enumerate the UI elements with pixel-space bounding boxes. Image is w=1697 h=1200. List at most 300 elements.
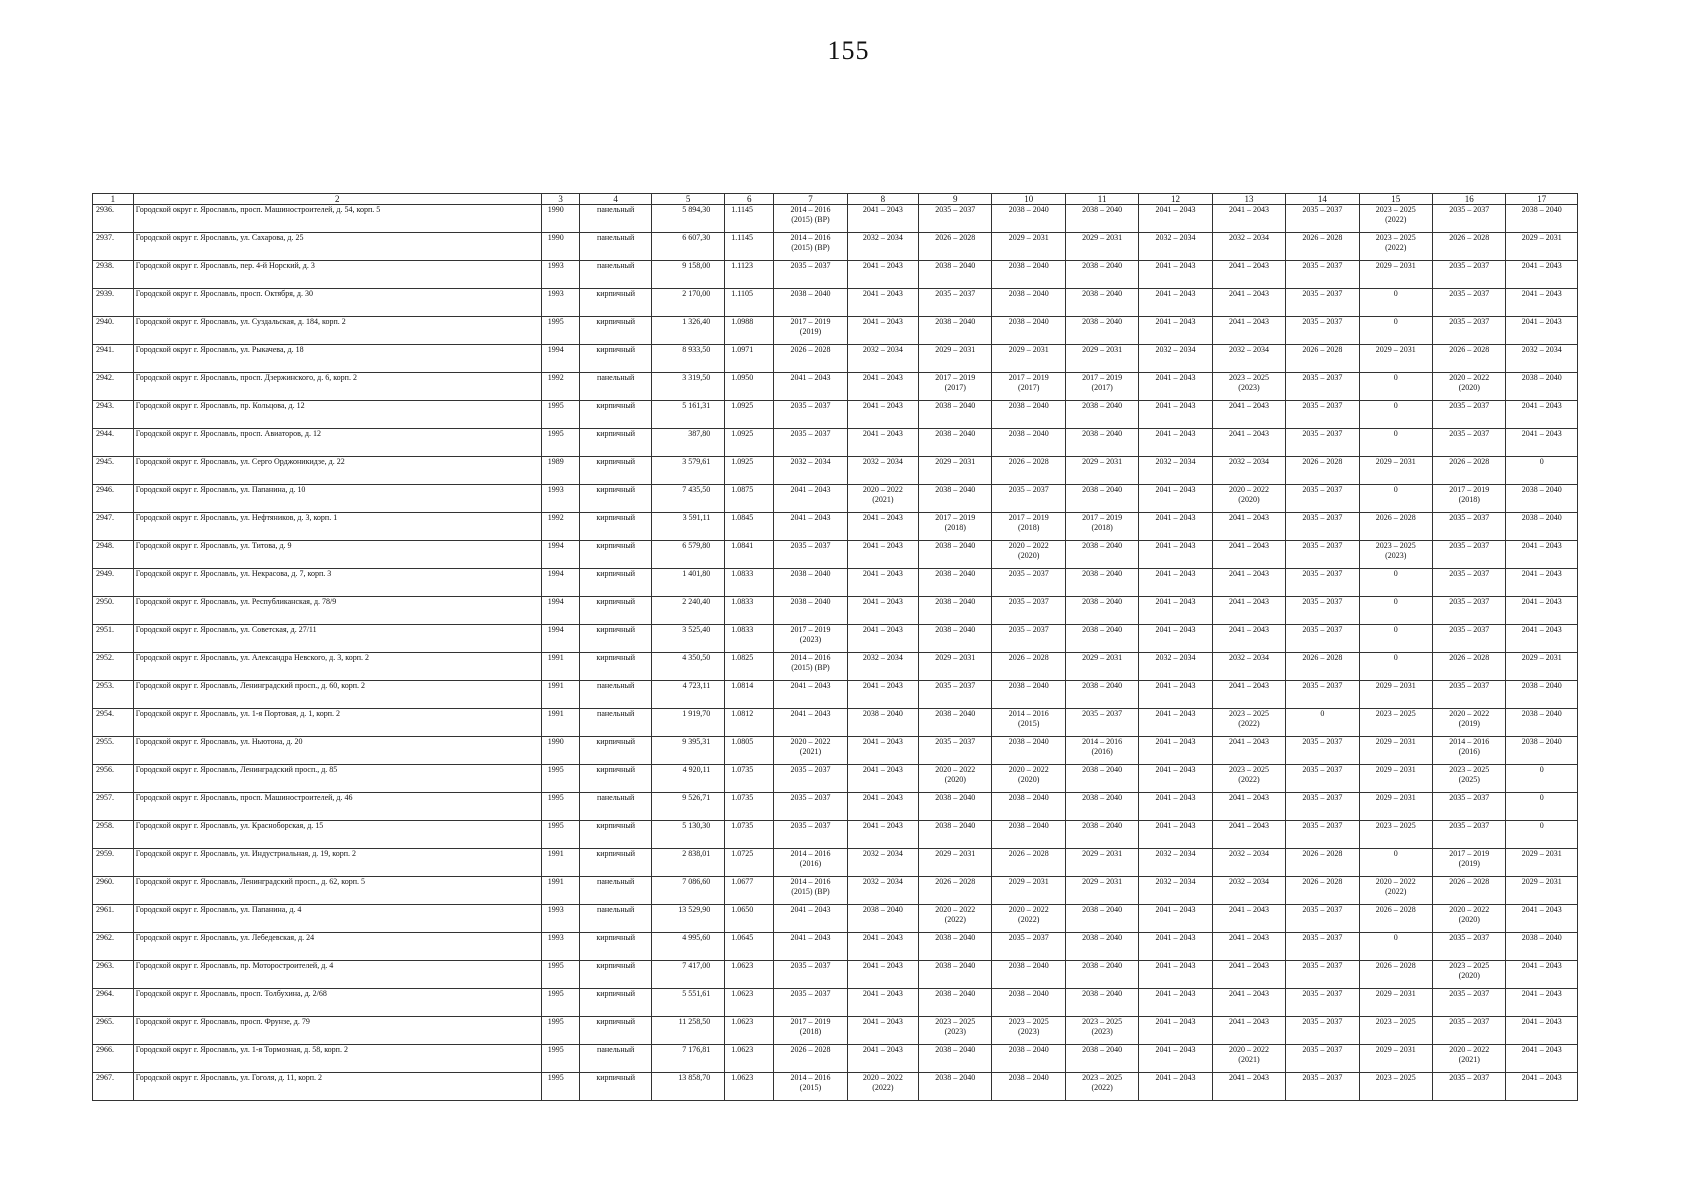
table-cell: 2041 – 2043 — [1506, 625, 1578, 653]
table-cell: 2038 – 2040 — [1506, 709, 1578, 737]
table-cell: 2041 – 2043 — [847, 597, 918, 625]
table-cell: 5 161,31 — [651, 401, 724, 429]
table-cell: 2945. — [93, 457, 134, 485]
table-cell: 2041 – 2043 — [1139, 401, 1212, 429]
table-cell: Городской округ г. Ярославль, ул. Суздальская, д. 184, корп. 2 — [133, 317, 541, 345]
table-cell: 4 995,60 — [651, 933, 724, 961]
table-cell: 1995 — [541, 821, 580, 849]
table-row — [93, 793, 1578, 821]
table-row — [93, 1017, 1578, 1045]
table-cell: 2035 – 2037 — [1433, 569, 1506, 597]
table-cell: 2038 – 2040 — [919, 709, 992, 737]
table-cell: 2041 – 2043 — [847, 737, 918, 765]
table-cell: 2038 – 2040 — [1506, 485, 1578, 513]
table-cell: Городской округ г. Ярославль, Ленинградский просп., д. 60, корп. 2 — [133, 681, 541, 709]
table-cell: 2041 – 2043 — [1506, 569, 1578, 597]
table-cell: 2017 – 2019 (2017) — [919, 373, 992, 401]
table-cell: 2026 – 2028 — [919, 233, 992, 261]
table-cell: 2038 – 2040 — [992, 681, 1065, 709]
table-cell: 3 525,40 — [651, 625, 724, 653]
table-cell: 2035 – 2037 — [1433, 597, 1506, 625]
table-cell: 2038 – 2040 — [919, 1073, 992, 1101]
table-cell: 2026 – 2028 — [992, 653, 1065, 681]
table-cell: 1995 — [541, 961, 580, 989]
table-cell: 2035 – 2037 — [1286, 401, 1359, 429]
table-cell: 2038 – 2040 — [1065, 821, 1138, 849]
table-cell: 2041 – 2043 — [1139, 1073, 1212, 1101]
table-cell: 2026 – 2028 — [774, 1045, 847, 1073]
table-cell: 2032 – 2034 — [1506, 345, 1578, 373]
column-header: 1 — [93, 194, 134, 205]
table-cell: 2026 – 2028 — [1286, 233, 1359, 261]
table-cell: 2035 – 2037 — [1286, 429, 1359, 457]
table-cell: 1.0925 — [725, 457, 774, 485]
table-cell: 1.1145 — [725, 233, 774, 261]
table-cell: 9 395,31 — [651, 737, 724, 765]
table-cell: 2943. — [93, 401, 134, 429]
table-cell: Городской округ г. Ярославль, пр. Моторостроителей, д. 4 — [133, 961, 541, 989]
table-cell: 2041 – 2043 — [847, 317, 918, 345]
table-row — [93, 345, 1578, 373]
table-cell: 2026 – 2028 — [1286, 877, 1359, 905]
table-cell: 0 — [1359, 401, 1432, 429]
table-cell: панельный — [580, 1045, 651, 1073]
table-cell: 2041 – 2043 — [1139, 569, 1212, 597]
table-cell: 5 551,61 — [651, 989, 724, 1017]
table-cell: 5 894,30 — [651, 205, 724, 233]
table-cell: 2035 – 2037 — [1433, 989, 1506, 1017]
column-header: 16 — [1433, 194, 1506, 205]
table-cell: 2041 – 2043 — [847, 765, 918, 793]
table-cell: 2041 – 2043 — [1139, 513, 1212, 541]
table-row — [93, 709, 1578, 737]
column-header: 14 — [1286, 194, 1359, 205]
table-cell: 1.1105 — [725, 289, 774, 317]
table-cell: 2041 – 2043 — [847, 261, 918, 289]
table-cell: Городской округ г. Ярославль, ул. Папанина, д. 10 — [133, 485, 541, 513]
table-cell: 2035 – 2037 — [1286, 1017, 1359, 1045]
table-cell: 2017 – 2019 (2023) — [774, 625, 847, 653]
table-cell: 2038 – 2040 — [992, 989, 1065, 1017]
table-cell: 1.1123 — [725, 261, 774, 289]
table-cell: 2038 – 2040 — [847, 709, 918, 737]
table-cell: 5 130,30 — [651, 821, 724, 849]
table-cell: 2029 – 2031 — [919, 345, 992, 373]
table-cell: 0 — [1359, 849, 1432, 877]
table-cell: 1.0841 — [725, 541, 774, 569]
table-row — [93, 205, 1578, 233]
table-cell: 2 838,01 — [651, 849, 724, 877]
table-cell: 1993 — [541, 289, 580, 317]
table-cell: 2032 – 2034 — [1212, 849, 1285, 877]
table-cell: 2041 – 2043 — [1139, 821, 1212, 849]
column-header: 12 — [1139, 194, 1212, 205]
table-cell: 2035 – 2037 — [1065, 709, 1138, 737]
table-cell: 2029 – 2031 — [1065, 457, 1138, 485]
table-cell: 1.0812 — [725, 709, 774, 737]
table-cell: 2041 – 2043 — [1506, 1017, 1578, 1045]
table-cell: 2041 – 2043 — [1506, 261, 1578, 289]
table-cell: панельный — [580, 793, 651, 821]
table-cell: 387,80 — [651, 429, 724, 457]
table-cell: 2032 – 2034 — [1212, 457, 1285, 485]
table-cell: 2038 – 2040 — [1065, 485, 1138, 513]
table-cell: 2038 – 2040 — [992, 793, 1065, 821]
table-cell: 2035 – 2037 — [1433, 681, 1506, 709]
table-cell: 2041 – 2043 — [847, 373, 918, 401]
table-cell: 2964. — [93, 989, 134, 1017]
table-cell: 2041 – 2043 — [1212, 961, 1285, 989]
table-row — [93, 401, 1578, 429]
table-cell: 2041 – 2043 — [1139, 289, 1212, 317]
table-cell: 2041 – 2043 — [1212, 821, 1285, 849]
table-cell: 1.1145 — [725, 205, 774, 233]
table-cell: 2038 – 2040 — [1065, 793, 1138, 821]
table-cell: 2041 – 2043 — [847, 625, 918, 653]
table-cell: 7 417,00 — [651, 961, 724, 989]
table-cell: 2038 – 2040 — [1065, 625, 1138, 653]
table-cell: 2953. — [93, 681, 134, 709]
housing-table-container — [92, 193, 1578, 1101]
table-cell: 1 326,40 — [651, 317, 724, 345]
table-cell: 2023 – 2025 (2022) — [1359, 233, 1432, 261]
table-cell: 2020 – 2022 (2021) — [1433, 1045, 1506, 1073]
table-cell: 2041 – 2043 — [1139, 485, 1212, 513]
table-cell: Городской округ г. Ярославль, ул. Гоголя, д. 11, корп. 2 — [133, 1073, 541, 1101]
table-cell: 2026 – 2028 — [1286, 653, 1359, 681]
table-cell: кирпичный — [580, 513, 651, 541]
table-cell: 2967. — [93, 1073, 134, 1101]
table-cell: 2955. — [93, 737, 134, 765]
table-cell: 2029 – 2031 — [1359, 457, 1432, 485]
table-cell: 2029 – 2031 — [1065, 849, 1138, 877]
table-cell: 2035 – 2037 — [1433, 933, 1506, 961]
table-cell: 0 — [1506, 457, 1578, 485]
table-cell: 9 158,00 — [651, 261, 724, 289]
table-cell: Городской округ г. Ярославль, просп. Дзержинского, д. 6, корп. 2 — [133, 373, 541, 401]
table-cell: 0 — [1359, 289, 1432, 317]
table-cell: 2020 – 2022 (2019) — [1433, 709, 1506, 737]
table-cell: 1.0650 — [725, 905, 774, 933]
table-cell: 2026 – 2028 — [774, 345, 847, 373]
table-cell: 1990 — [541, 737, 580, 765]
table-cell: 1 401,80 — [651, 569, 724, 597]
table-cell: 3 591,11 — [651, 513, 724, 541]
table-cell: 2029 – 2031 — [1506, 233, 1578, 261]
table-cell: 1993 — [541, 933, 580, 961]
table-cell: 2038 – 2040 — [992, 1073, 1065, 1101]
table-cell: 2038 – 2040 — [992, 317, 1065, 345]
table-cell: 1995 — [541, 1045, 580, 1073]
table-cell: кирпичный — [580, 401, 651, 429]
table-cell: 2041 – 2043 — [1212, 541, 1285, 569]
table-cell: 0 — [1359, 317, 1432, 345]
table-cell: панельный — [580, 905, 651, 933]
table-cell: кирпичный — [580, 289, 651, 317]
table-cell: 2041 – 2043 — [774, 905, 847, 933]
table-cell: 1995 — [541, 1073, 580, 1101]
table-cell: 3 579,61 — [651, 457, 724, 485]
table-cell: 2023 – 2025 (2023) — [992, 1017, 1065, 1045]
table-cell: 2966. — [93, 1045, 134, 1073]
header-row — [93, 194, 1578, 205]
table-cell: 1.0950 — [725, 373, 774, 401]
table-row — [93, 597, 1578, 625]
table-cell: 2023 – 2025 (2023) — [1212, 373, 1285, 401]
table-cell: 2035 – 2037 — [1286, 205, 1359, 233]
table-cell: 2035 – 2037 — [1286, 905, 1359, 933]
table-cell: 2041 – 2043 — [1212, 429, 1285, 457]
table-cell: 2952. — [93, 653, 134, 681]
table-cell: 2023 – 2025 (2025) — [1433, 765, 1506, 793]
table-cell: 2029 – 2031 — [1359, 681, 1432, 709]
table-cell: 2035 – 2037 — [774, 765, 847, 793]
table-cell: 2026 – 2028 — [992, 457, 1065, 485]
table-cell: 2041 – 2043 — [1139, 205, 1212, 233]
table-cell: 2041 – 2043 — [1212, 1073, 1285, 1101]
table-cell: 2949. — [93, 569, 134, 597]
table-cell: 0 — [1286, 709, 1359, 737]
table-cell: кирпичный — [580, 345, 651, 373]
table-cell: 2017 – 2019 (2018) — [992, 513, 1065, 541]
table-cell: Городской округ г. Ярославль, просп. Машиностроителей, д. 46 — [133, 793, 541, 821]
table-cell: Городской округ г. Ярославль, Ленинградский просп., д. 85 — [133, 765, 541, 793]
table-cell: 2041 – 2043 — [847, 961, 918, 989]
table-cell: 2 170,00 — [651, 289, 724, 317]
table-cell: 2038 – 2040 — [992, 737, 1065, 765]
table-cell: 1.0645 — [725, 933, 774, 961]
table-cell: кирпичный — [580, 1073, 651, 1101]
table-cell: 2032 – 2034 — [1139, 345, 1212, 373]
table-cell: 2032 – 2034 — [1139, 653, 1212, 681]
table-cell: Городской округ г. Ярославль, ул. Нефтяников, д. 3, корп. 1 — [133, 513, 541, 541]
table-row — [93, 737, 1578, 765]
table-row — [93, 933, 1578, 961]
table-cell: 2038 – 2040 — [1065, 205, 1138, 233]
column-header: 4 — [580, 194, 651, 205]
table-cell: Городской округ г. Ярославль, ул. Сахарова, д. 25 — [133, 233, 541, 261]
table-cell: 2026 – 2028 — [1359, 513, 1432, 541]
table-cell: Городской округ г. Ярославль, ул. 1-я Тормозная, д. 58, корп. 2 — [133, 1045, 541, 1073]
table-cell: 2020 – 2022 (2021) — [774, 737, 847, 765]
table-cell: 1.0735 — [725, 821, 774, 849]
table-cell: 2035 – 2037 — [1433, 317, 1506, 345]
table-cell: 2014 – 2016 (2016) — [774, 849, 847, 877]
table-cell: 2038 – 2040 — [992, 205, 1065, 233]
table-cell: 1991 — [541, 877, 580, 905]
table-cell: Городской округ г. Ярославль, ул. Советская, д. 27/11 — [133, 625, 541, 653]
column-header: 13 — [1212, 194, 1285, 205]
table-cell: 1 919,70 — [651, 709, 724, 737]
table-row — [93, 373, 1578, 401]
table-cell: 1995 — [541, 989, 580, 1017]
table-cell: 2041 – 2043 — [774, 681, 847, 709]
table-cell: 2959. — [93, 849, 134, 877]
table-cell: 2038 – 2040 — [1065, 429, 1138, 457]
table-cell: 2020 – 2022 (2022) — [1359, 877, 1432, 905]
table-cell: 2014 – 2016 (2015) (ВР) — [774, 233, 847, 261]
table-cell: 2035 – 2037 — [1286, 541, 1359, 569]
table-cell: 2035 – 2037 — [919, 205, 992, 233]
table-row — [93, 289, 1578, 317]
table-cell: 2041 – 2043 — [847, 1017, 918, 1045]
table-cell: 1995 — [541, 429, 580, 457]
table-cell: 2958. — [93, 821, 134, 849]
table-cell: 2026 – 2028 — [1433, 457, 1506, 485]
table-cell: 9 526,71 — [651, 793, 724, 821]
table-cell: 1994 — [541, 597, 580, 625]
table-cell: 2032 – 2034 — [847, 849, 918, 877]
table-cell: 2038 – 2040 — [1506, 373, 1578, 401]
table-cell: кирпичный — [580, 541, 651, 569]
table-cell: 2029 – 2031 — [1065, 345, 1138, 373]
table-cell: 3 319,50 — [651, 373, 724, 401]
table-cell: 2014 – 2016 (2016) — [1065, 737, 1138, 765]
table-cell: 2963. — [93, 961, 134, 989]
table-cell: 2014 – 2016 (2015) — [992, 709, 1065, 737]
table-cell: 2023 – 2025 — [1359, 821, 1432, 849]
table-cell: кирпичный — [580, 653, 651, 681]
column-header: 11 — [1065, 194, 1138, 205]
table-cell: 2041 – 2043 — [1139, 681, 1212, 709]
table-cell: 2017 – 2019 (2017) — [992, 373, 1065, 401]
table-cell: 2026 – 2028 — [1433, 653, 1506, 681]
table-cell: 4 723,11 — [651, 681, 724, 709]
table-cell: 2038 – 2040 — [992, 821, 1065, 849]
table-cell: Городской округ г. Ярославль, пер. 4-й Норский, д. 3 — [133, 261, 541, 289]
table-cell: 2038 – 2040 — [919, 485, 992, 513]
table-cell: 2038 – 2040 — [919, 793, 992, 821]
table-cell: 1.0725 — [725, 849, 774, 877]
table-cell: 2038 – 2040 — [1065, 569, 1138, 597]
table-cell: 1991 — [541, 653, 580, 681]
table-cell: 2041 – 2043 — [847, 429, 918, 457]
table-cell: 2 240,40 — [651, 597, 724, 625]
table-cell: 2035 – 2037 — [1286, 317, 1359, 345]
table-cell: 2948. — [93, 541, 134, 569]
table-cell: 2035 – 2037 — [1433, 1017, 1506, 1045]
table-cell: 2962. — [93, 933, 134, 961]
table-cell: 2035 – 2037 — [1433, 205, 1506, 233]
table-cell: 1.0833 — [725, 597, 774, 625]
table-row — [93, 625, 1578, 653]
table-cell: 2035 – 2037 — [1286, 681, 1359, 709]
table-cell: 1994 — [541, 541, 580, 569]
table-cell: 2035 – 2037 — [774, 793, 847, 821]
table-cell: 2023 – 2025 — [1359, 1017, 1432, 1045]
table-cell: 1989 — [541, 457, 580, 485]
table-cell: 1.0623 — [725, 989, 774, 1017]
table-cell: 2023 – 2025 (2022) — [1212, 765, 1285, 793]
table-cell: 2014 – 2016 (2015) — [774, 1073, 847, 1101]
table-cell: 2020 – 2022 (2020) — [919, 765, 992, 793]
table-cell: 2017 – 2019 (2019) — [1433, 849, 1506, 877]
table-cell: Городской округ г. Ярославль, ул. Индустриальная, д. 19, корп. 2 — [133, 849, 541, 877]
table-cell: 2041 – 2043 — [1506, 961, 1578, 989]
table-cell: 2942. — [93, 373, 134, 401]
table-cell: 2940. — [93, 317, 134, 345]
table-cell: 2950. — [93, 597, 134, 625]
table-cell: 2041 – 2043 — [774, 513, 847, 541]
table-row — [93, 961, 1578, 989]
table-cell: 2035 – 2037 — [1286, 261, 1359, 289]
table-cell: 2041 – 2043 — [1212, 597, 1285, 625]
table-cell: Городской округ г. Ярославль, ул. Серго Орджоникидзе, д. 22 — [133, 457, 541, 485]
table-cell: 0 — [1506, 765, 1578, 793]
table-row — [93, 821, 1578, 849]
table-cell: 2041 – 2043 — [1212, 933, 1285, 961]
table-cell: 2029 – 2031 — [919, 457, 992, 485]
table-cell: 1991 — [541, 681, 580, 709]
table-cell: Городской округ г. Ярославль, ул. Папанина, д. 4 — [133, 905, 541, 933]
table-cell: 2023 – 2025 — [1359, 1073, 1432, 1101]
table-cell: 2038 – 2040 — [1065, 289, 1138, 317]
table-cell: 13 858,70 — [651, 1073, 724, 1101]
table-row — [93, 1045, 1578, 1073]
table-cell: 0 — [1506, 821, 1578, 849]
table-cell: 1.0988 — [725, 317, 774, 345]
table-cell: 1995 — [541, 765, 580, 793]
table-cell: 2026 – 2028 — [1359, 961, 1432, 989]
table-cell: 2035 – 2037 — [1286, 625, 1359, 653]
table-cell: 2035 – 2037 — [992, 485, 1065, 513]
table-cell: 2041 – 2043 — [1139, 793, 1212, 821]
table-cell: 2023 – 2025 (2022) — [1065, 1073, 1138, 1101]
table-cell: 1995 — [541, 401, 580, 429]
table-cell: Городской округ г. Ярославль, Ленинградский просп., д. 62, корп. 5 — [133, 877, 541, 905]
table-cell: 2035 – 2037 — [774, 429, 847, 457]
table-cell: 2032 – 2034 — [847, 457, 918, 485]
table-cell: 2029 – 2031 — [1506, 653, 1578, 681]
table-cell: 2038 – 2040 — [1506, 681, 1578, 709]
table-cell: 2035 – 2037 — [774, 261, 847, 289]
table-cell: 2038 – 2040 — [774, 569, 847, 597]
table-cell: 2038 – 2040 — [1065, 401, 1138, 429]
table-cell: 2029 – 2031 — [1359, 345, 1432, 373]
table-cell: 2038 – 2040 — [847, 905, 918, 933]
table-cell: 2946. — [93, 485, 134, 513]
table-cell: 2041 – 2043 — [1139, 1045, 1212, 1073]
table-cell: 2038 – 2040 — [774, 289, 847, 317]
table-cell: 1.0677 — [725, 877, 774, 905]
table-cell: 1991 — [541, 849, 580, 877]
table-cell: 2023 – 2025 (2023) — [919, 1017, 992, 1045]
table-cell: 2041 – 2043 — [1212, 737, 1285, 765]
table-cell: 2014 – 2016 (2016) — [1433, 737, 1506, 765]
table-cell: 2041 – 2043 — [1139, 961, 1212, 989]
table-cell: 1990 — [541, 233, 580, 261]
table-cell: кирпичный — [580, 429, 651, 457]
table-cell: 2038 – 2040 — [1065, 261, 1138, 289]
table-cell: 0 — [1359, 429, 1432, 457]
table-row — [93, 905, 1578, 933]
table-row — [93, 457, 1578, 485]
table-cell: 2029 – 2031 — [1506, 877, 1578, 905]
table-cell: 2041 – 2043 — [1506, 401, 1578, 429]
table-cell: панельный — [580, 261, 651, 289]
table-cell: 2035 – 2037 — [774, 821, 847, 849]
table-cell: 2038 – 2040 — [919, 541, 992, 569]
table-row — [93, 541, 1578, 569]
table-cell: 2041 – 2043 — [1212, 989, 1285, 1017]
table-cell: 1995 — [541, 793, 580, 821]
table-cell: Городской округ г. Ярославль, ул. Титова, д. 9 — [133, 541, 541, 569]
table-cell: 2038 – 2040 — [1065, 681, 1138, 709]
table-cell: 2041 – 2043 — [774, 709, 847, 737]
table-cell: Городской округ г. Ярославль, ул. Красноборская, д. 15 — [133, 821, 541, 849]
table-row — [93, 485, 1578, 513]
table-body — [93, 205, 1578, 1101]
